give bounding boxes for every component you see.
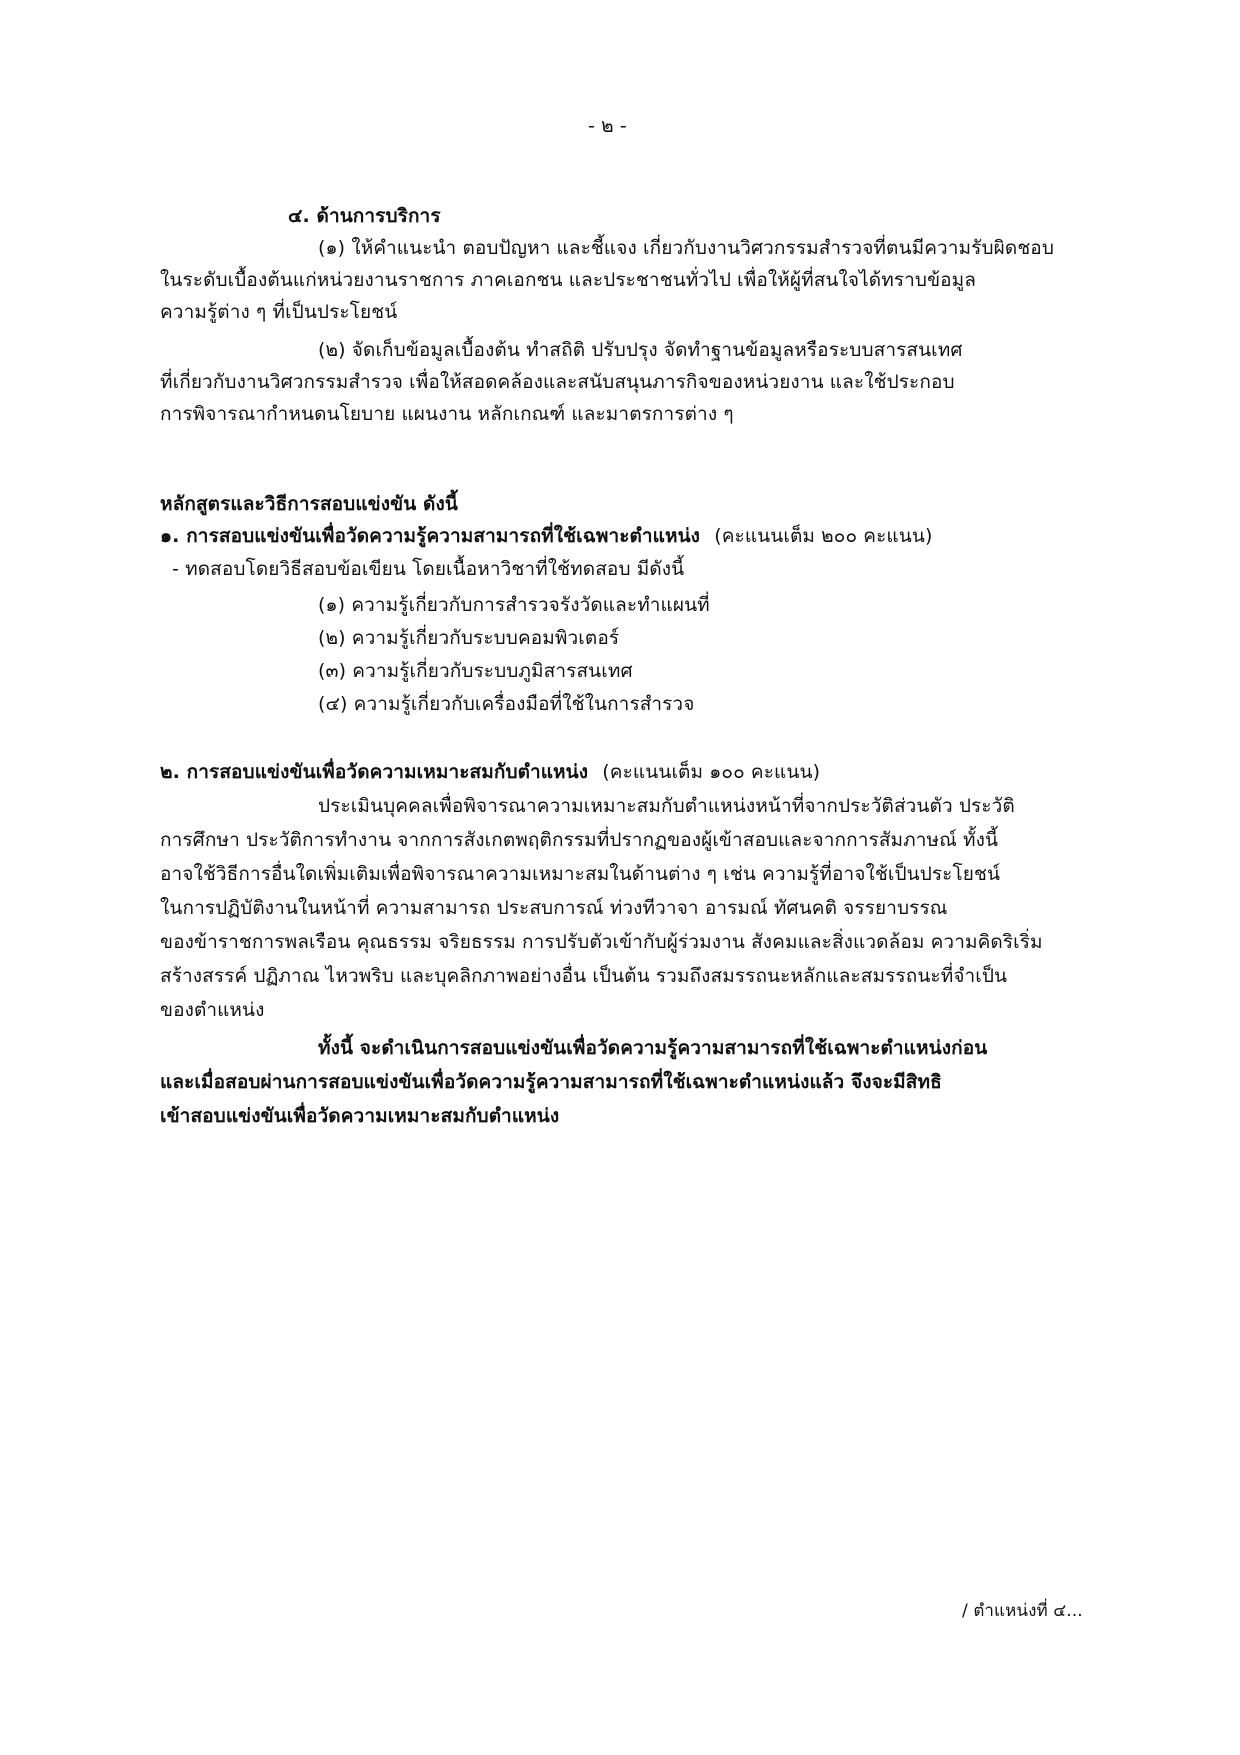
section4-item1-line1: (๑) ให้คำแนะนำ ตอบปัญหา และชี้แจง เกี่ยวกับงานวิศวกรรมสำรวจที่ตนมีความรับผิดชอบ (318, 237, 1054, 259)
part2-title-row (160, 758, 820, 786)
next-page-continuation: / ตำแหน่งที่ ๔... (962, 1601, 1083, 1621)
section4-item2-line1: (๒) จัดเก็บข้อมูลเบื้องต้น ทำสถิติ ปรับปรุง จัดทำฐานข้อมูลหรือระบบสารสนเทศ (318, 339, 963, 361)
page-number: - ๒ - (588, 115, 627, 137)
part2-line-3: อาจใช้วิธีการอื่นใดเพิ่มเติมเพื่อพิจารณาความเหมาะสมในด้านต่าง ๆ เช่น ความรู้ที่อาจใช้เป็นประโยชน์ (160, 863, 1001, 885)
part1-subject-2: (๒) ความรู้เกี่ยวกับระบบคอมพิวเตอร์ (318, 627, 620, 649)
part2-score: (คะแนนเต็ม ๑๐๐ คะแนน) (602, 761, 821, 783)
curriculum-heading: หลักสูตรและวิธีการสอบแข่งขัน ดังนี้ (160, 493, 458, 515)
section4-item1-line3: ความรู้ต่าง ๆ ที่เป็นประโยชน์ (160, 301, 398, 323)
section4-item2-line2: ที่เกี่ยวกับงานวิศวกรรมสำรวจ เพื่อให้สอดคล้องและสนับสนุนภารกิจของหน่วยงาน และใช้ประกอบ (160, 371, 955, 393)
note-line-3: เข้าสอบแข่งขันเพื่อวัดความเหมาะสมกับตำแหน่ง (160, 1105, 560, 1127)
part1-method: - ทดสอบโดยวิธีสอบข้อเขียน โดยเนื้อหาวิชาที่ใช้ทดสอบ มีดังนี้ (172, 558, 685, 580)
section4-item2-line3: การพิจารณากำหนดนโยบาย แผนงาน หลักเกณฑ์ และมาตรการต่าง ๆ (160, 403, 734, 425)
note-line-2: และเมื่อสอบผ่านการสอบแข่งขันเพื่อวัดความรู้ความสามารถที่ใช้เฉพาะตำแหน่งแล้ว จึงจะมีสิทธิ (160, 1071, 942, 1093)
section4-heading: ๔. ด้านการบริการ (288, 205, 441, 227)
part2-line-4: ในการปฏิบัติงานในหน้าที่ ความสามารถ ประสบการณ์ ท่วงทีวาจา อารมณ์ ทัศนคติ จรรยาบรรณ (160, 897, 948, 919)
part2-line-5: ของข้าราชการพลเรือน คุณธรรม จริยธรรม การปรับตัวเข้ากับผู้ร่วมงาน สังคมและสิ่งแวดล้อม ความคิดริเริ่ม (160, 931, 1043, 953)
part2-line-1: ประเมินบุคคลเพื่อพิจารณาความเหมาะสมกับตำแหน่งหน้าที่จากประวัติส่วนตัว ประวัติ (318, 795, 1015, 817)
part1-subject-4: (๔) ความรู้เกี่ยวกับเครื่องมือที่ใช้ในการสำรวจ (318, 693, 695, 715)
part1-title-row (160, 522, 932, 550)
section4-item1-line2: ในระดับเบื้องต้นแก่หน่วยงานราชการ ภาคเอกชน และประชาชนทั่วไป เพื่อให้ผู้ที่สนใจได้ทราบข้อมูล (160, 269, 977, 291)
part1-subject-3: (๓) ความรู้เกี่ยวกับระบบภูมิสารสนเทศ (318, 660, 633, 682)
part1-subject-1: (๑) ความรู้เกี่ยวกับการสำรวจรังวัดและทำแผนที่ (318, 594, 710, 616)
part2-line-7: ของตำแหน่ง (160, 999, 265, 1021)
part2-line-6: สร้างสรรค์ ปฏิภาณ ไหวพริบ และบุคลิกภาพอย่างอื่น เป็นต้น รวมถึงสมรรถนะหลักและสมรรถนะที่จำเป็น (160, 965, 1008, 987)
note-line-1: ทั้งนี้ จะดำเนินการสอบแข่งขันเพื่อวัดความรู้ความสามารถที่ใช้เฉพาะตำแหน่งก่อน (318, 1037, 988, 1059)
part1-score: (คะแนนเต็ม ๒๐๐ คะแนน) (714, 525, 933, 547)
part1-title: ๑. การสอบแข่งขันเพื่อวัดความรู้ความสามารถที่ใช้เฉพาะตำแหน่ง (160, 525, 701, 547)
part2-title: ๒. การสอบแข่งขันเพื่อวัดความเหมาะสมกับตำแหน่ง (160, 761, 589, 783)
part2-line-2: การศึกษา ประวัติการทำงาน จากการสังเกตพฤติกรรมที่ปรากฏของผู้เข้าสอบและจากการสัมภาษณ์ ทั้งนี้ (160, 829, 999, 851)
